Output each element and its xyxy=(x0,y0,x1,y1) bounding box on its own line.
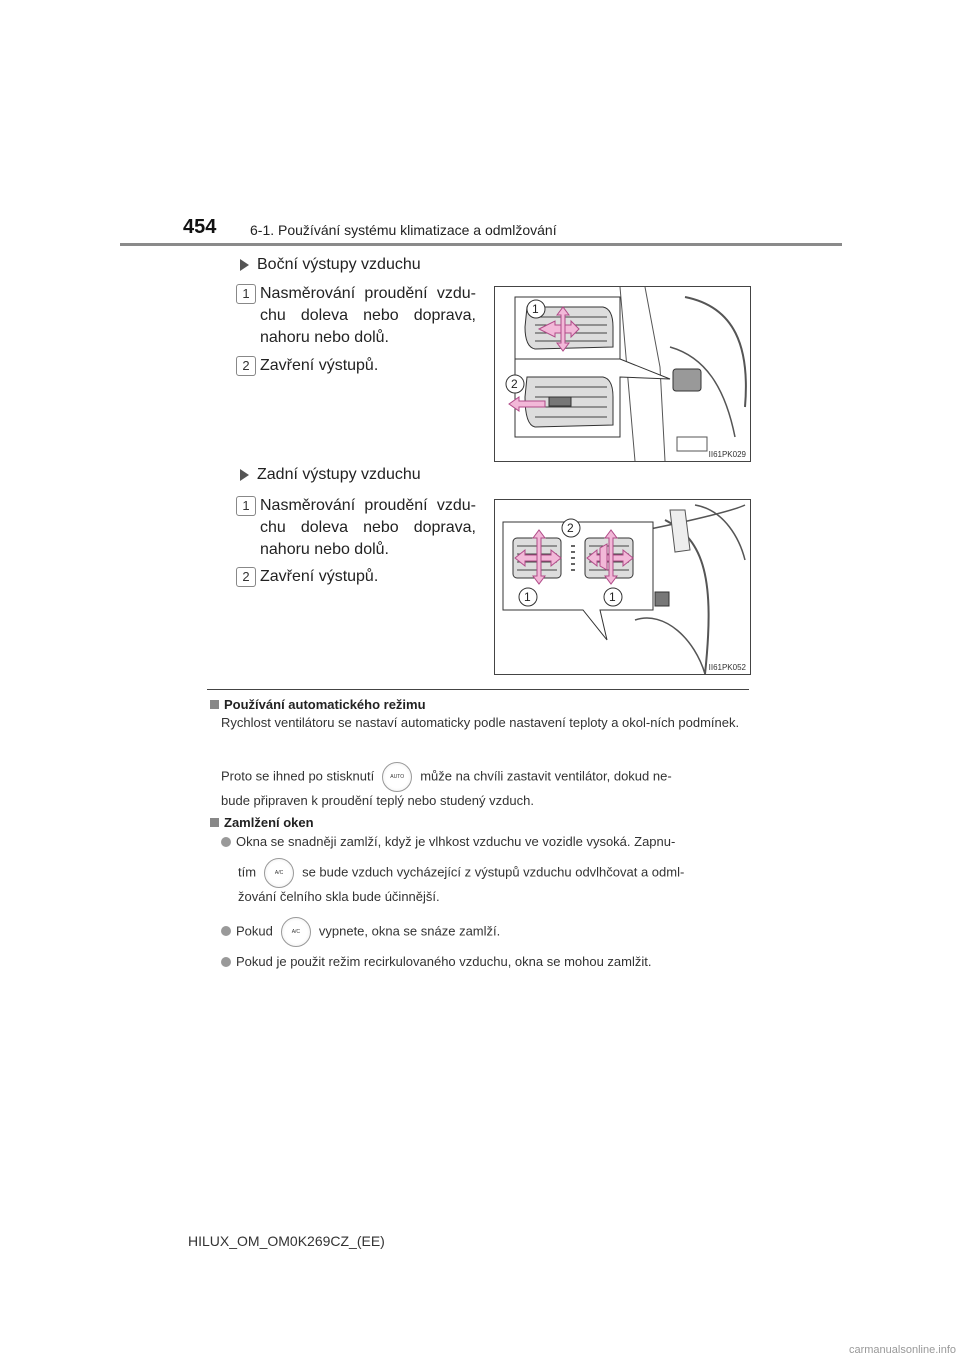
text-run: se bude vzduch vycházející z výstupů vzduchu odvlhčovat a odml- xyxy=(302,864,685,880)
fogging-bullet-1-line2 xyxy=(238,858,749,888)
rear-vents-illustration xyxy=(495,500,750,674)
section-title: 6-1. Používání systému klimatizace a odmlžování xyxy=(250,222,557,238)
auto-mode-para2-line2: bude připraven k proudění teplý nebo studený vzduch. xyxy=(221,793,534,808)
side-vents-item-2: Zavření výstupů. xyxy=(260,357,379,374)
fogging-bullet-1-line3: žování čelního skla bude účinnější. xyxy=(238,889,440,904)
rear-vents-item-2: Zavření výstupů. xyxy=(260,568,379,585)
item-number: 1 xyxy=(236,284,256,304)
auto-mode-para1: Rychlost ventilátoru se nastaví automaticky podle nastavení teploty a okol-ních podmínek. xyxy=(221,715,740,730)
item-number: 2 xyxy=(236,567,256,587)
fogging-bullet-3 xyxy=(221,954,749,970)
callout-1: 1 xyxy=(524,590,531,604)
auto-mode-heading-text: Používání automatického režimu xyxy=(224,697,426,712)
rear-vents-heading xyxy=(240,466,421,484)
text-run: vypnete, okna se snáze zamlží. xyxy=(318,923,501,939)
bullet-icon xyxy=(221,837,231,847)
ac-button-icon: A/C xyxy=(281,917,311,947)
ac-button-icon: A/C xyxy=(264,858,294,888)
callout-1: 1 xyxy=(532,302,539,316)
figure-code: II61PK052 xyxy=(708,663,746,672)
side-vents-title: Boční výstupy vzduchu xyxy=(257,256,421,273)
auto-mode-heading xyxy=(210,697,426,712)
section-divider xyxy=(207,689,749,690)
fogging-heading-text: Zamlžení oken xyxy=(224,815,314,830)
side-vents-heading xyxy=(240,256,421,274)
rear-vents-item-1: Nasměrování proudění vzdu-chu doleva nebo doprava, nahoru nebo dolů. xyxy=(260,497,476,558)
text-run: Pokud je použit režim recirkulovaného vzduchu, okna se mohou zamlžit. xyxy=(236,954,652,969)
auto-mode-para2 xyxy=(221,762,749,792)
auto-button-icon: AUTO xyxy=(382,762,412,792)
side-vents-item-1: Nasměrování proudění vzdu-chu doleva nebo doprava, nahoru nebo dolů. xyxy=(260,285,476,346)
side-vents-figure xyxy=(494,286,751,462)
figure-code: II61PK029 xyxy=(708,450,746,459)
item-number: 2 xyxy=(236,356,256,376)
triangle-icon xyxy=(240,469,249,481)
rear-vents-figure xyxy=(494,499,751,675)
callout-2: 2 xyxy=(567,521,574,535)
rear-vents-title: Zadní výstupy vzduchu xyxy=(257,466,421,483)
square-bullet-icon xyxy=(210,818,219,827)
text-run: Pokud xyxy=(236,923,273,939)
triangle-icon xyxy=(240,259,249,271)
square-bullet-icon xyxy=(210,700,219,709)
bullet-icon xyxy=(221,926,231,936)
item-number: 1 xyxy=(236,496,256,516)
watermark: carmanualsonline.info xyxy=(848,1344,956,1356)
text-run: Proto se ihned po stisknutí xyxy=(221,768,375,784)
text-run: tím xyxy=(238,864,257,880)
callout-2: 2 xyxy=(511,377,518,391)
page-number: 454 xyxy=(183,216,217,238)
callout-1b: 1 xyxy=(609,590,616,604)
fogging-bullet-2 xyxy=(221,917,749,947)
text-run: Okna se snadněji zamlží, když je vlhkost vzduchu ve vozidle vysoká. Zapnu- xyxy=(236,834,676,849)
bullet-icon xyxy=(221,957,231,967)
text-run: může na chvíli zastavit ventilátor, dokud ne- xyxy=(420,768,672,784)
fogging-bullet-1-line1 xyxy=(221,834,749,850)
document-code: HILUX_OM_OM0K269CZ_(EE) xyxy=(188,1233,385,1249)
fogging-heading xyxy=(210,815,314,830)
header-rule xyxy=(120,243,842,246)
